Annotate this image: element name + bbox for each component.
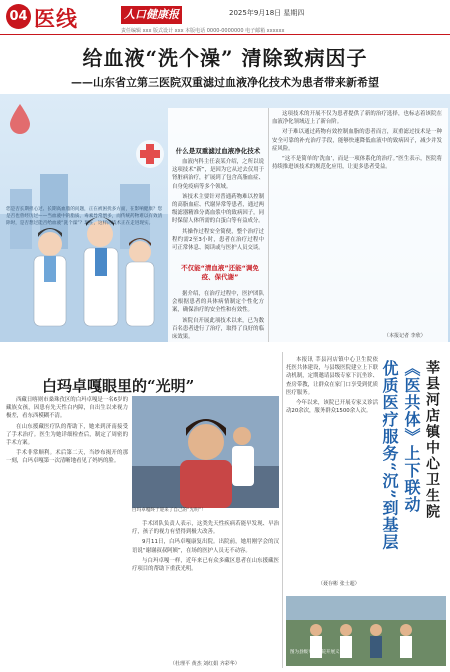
article-paragraph: 其操作过程安全简便，整个治疗过程约需2至3小时，患者在治疗过程中可正常休息、阅读或与医护人员交谈。 xyxy=(172,228,264,252)
article-column-1 xyxy=(172,158,264,258)
article-paragraph: 9月11日，白玛卓嘎康复出院。出院前，她用刚学会的汉语说“谢谢叔叔阿姨”，在场的医护人员无不动容。 xyxy=(132,539,279,554)
main-headline: 给血液“洗个澡” 清除致病因子 xyxy=(82,46,368,70)
article-paragraph: 血液内科主任袁某介绍，之所以说这项技术“新”，是因为它从过去仅用于肾脏病治疗，扩展到了包含高脂血症、自身免疫病等多个领域。 xyxy=(172,159,264,190)
main-subheadline: ——山东省立第三医院双重滤过血液净化技术为患者带来新希望 xyxy=(71,76,379,89)
story2-column-2 xyxy=(132,520,279,650)
girl-photo-icon xyxy=(132,396,279,508)
article-column-3 xyxy=(272,110,442,332)
article-paragraph: 该院自开展此项技术以来，已为数百名患者进行了治疗，取得了良好的临床效果。 xyxy=(172,317,264,340)
article-paragraph: 本报讯 莘县河店镇中心卫生院依托医共体建设，与县级医院建立上下联动机制，定期邀请县级专家下沉坐诊、查房带教，让群众在家门口享受到优质医疗服务。 xyxy=(286,357,378,396)
sidebar-title-sub: 优质医疗服务“沉”到基层 xyxy=(380,360,399,551)
article-paragraph: 对于难以通过药物有效控制血脂的患者而言，双重滤过技术是一种安全可靠的补充治疗手段，能够快速降低血液中的致病因子，减少并发症风险。 xyxy=(272,129,442,152)
sidebar-article xyxy=(286,356,378,576)
article-paragraph: 据介绍，在治疗过程中，医护团队会根据患者的具体病情制定个性化方案，确保治疗的安全性和有效性。 xyxy=(172,291,264,314)
sidebar-title-location: 莘县河店镇中心卫生院 xyxy=(424,360,440,520)
story2-photo-caption: 白玛卓嘎终于迎来了自己的“光明”！ xyxy=(132,508,206,513)
issue-date: 2025年9月18日 星期四 xyxy=(229,9,305,17)
article-byline: （本报记者 李欣） xyxy=(384,333,426,339)
editor-line: 责任编辑 xxx 版式设计 xxx 本版电话 0000-0000000 电子邮箱 xxxxxx xyxy=(121,28,285,34)
article-paragraph: 今年以来，该院已开展专家义诊活动20余次，服务群众1500余人次。 xyxy=(286,400,378,415)
section-subtitle: 什么是双重滤过血液净化技术 xyxy=(175,147,261,155)
article-paragraph: 这项技术的开展不仅为患者提供了新的治疗选择，也标志着该院在血液净化领域迈上了新台阶。 xyxy=(272,111,442,126)
story2-column-1 xyxy=(6,396,128,666)
article-paragraph: 该技术主要针对普通药物难以控制的高脂血症、代谢异常等患者，通过两级滤器精准分离血浆中的致病因子，同时保留人体所需的白蛋白等有益成分。 xyxy=(172,193,264,225)
story2-byline: （杜理平 黄杰 刘红娟 齐彩华） xyxy=(170,661,240,667)
sidebar-title-main: 《医共体》上下联动 xyxy=(402,360,421,513)
masthead-rule xyxy=(0,34,450,35)
hero-intro-text: 您是否长期担心过、长期高血脂的问题，正在被困扰多方面，在影响健康？您是否也曾经历过——当血液中的脂质、毒素异常增多，而传统药物难以有效清除时，是否想过能否给血液“洗个澡”？现在，这样的技术正在走进现实。 xyxy=(6,207,163,227)
pull-quote: 不仅能“清血液”还能“调免疫、保代谢” xyxy=(181,264,259,281)
page-number: 04 xyxy=(6,4,31,29)
paper-name-logo: 人口健康报 xyxy=(121,6,182,24)
article-paragraph: 西藏日喀则市桑珠孜区的白玛卓嘎是一名6岁的藏族女孩，因患有先天性白内障，自出生以来视力极差，看东西模糊不清。 xyxy=(6,397,128,420)
sidebar-byline: （聂存彬 张士超） xyxy=(318,581,360,587)
article-paragraph: 与白玛卓嘎一样，近年来已有众多藏区患者在山东援藏医疗项目的帮助下重获光明。 xyxy=(132,557,279,573)
article-column-2 xyxy=(172,290,264,340)
section-name: 医线 xyxy=(34,6,78,31)
column-divider xyxy=(268,108,269,342)
story2-headline: 白玛卓嘎眼里的“光明” xyxy=(42,377,195,395)
article-paragraph: 手术非常顺利。术后第二天，当纱布揭开的那一刻，白玛卓嘎第一次清晰地看见了妈妈的脸。 xyxy=(6,450,128,465)
article-paragraph: 手术团队负责人表示，这类先天性疾病若能早发现、早治疗，孩子的视力有望得到极大改善。 xyxy=(132,521,279,536)
story2-photo xyxy=(132,396,279,508)
article-paragraph: 在山东援藏医疗队的帮助下，她来到济南接受了手术治疗。医生为她详细检查后，制定了周密的手术方案。 xyxy=(6,423,128,447)
masthead xyxy=(0,0,450,34)
column-divider xyxy=(282,352,283,668)
article-paragraph: “这不是简单的‘洗血’，而是一项体系化的治疗。”医生表示，医院将持续推进该技术的规范化应用，让更多患者受益。 xyxy=(272,156,442,171)
sidebar-photo-caption: 图为县级专家来院开展义诊 xyxy=(290,650,344,655)
